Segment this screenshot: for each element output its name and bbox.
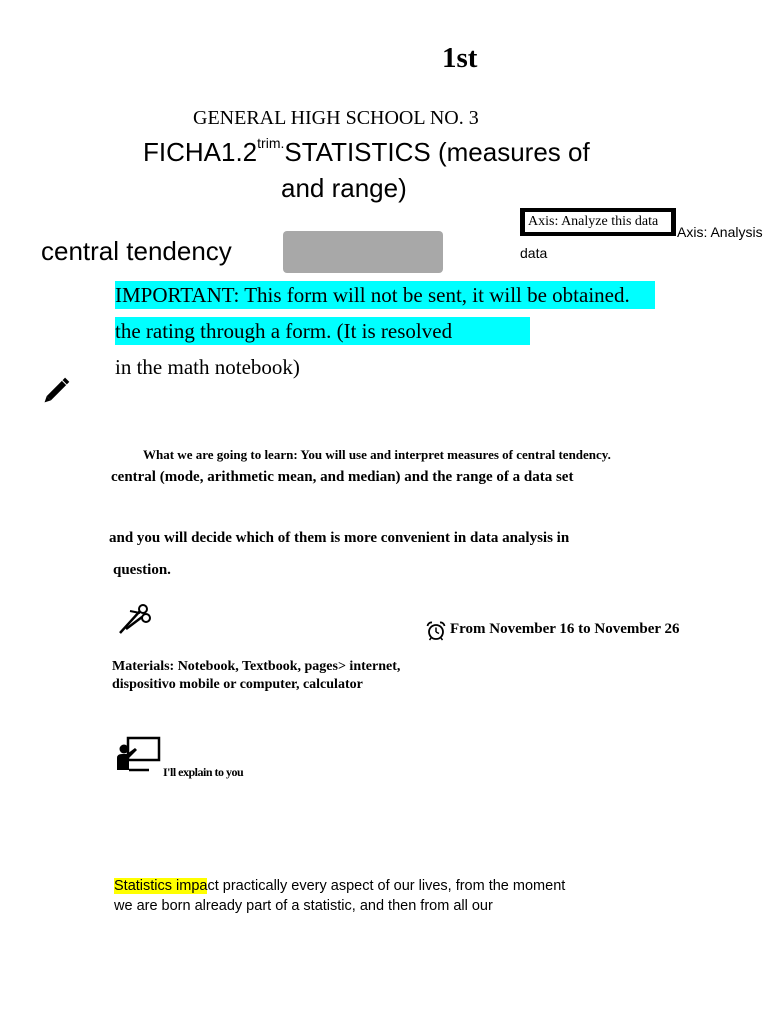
axis-boxed-label: Axis: Analyze this data [525, 212, 671, 232]
alarm-clock-icon [426, 621, 446, 641]
title-suffix: STATISTICS (measures of [284, 137, 590, 167]
teacher-board-icon [115, 736, 161, 772]
statistics-line-1 [114, 878, 565, 894]
learning-line-2: central (mode, arithmetic mean, and median) and the range of a data set [111, 469, 574, 485]
important-line-3: in the math notebook) [115, 355, 300, 379]
pencil-icon [42, 373, 74, 405]
learning-line-3: and you will decide which of them is more convenient in data analysis in [109, 530, 570, 546]
axis-label-box [520, 208, 676, 236]
learning-line-1: What we are going to learn: You will use and interpret measures of central tendency. [143, 447, 611, 462]
materials-text: Materials: Notebook, Textbook, pages> internet, dispositivo mobile or computer, calculator [112, 659, 401, 692]
title-line-3: central tendency [41, 236, 232, 266]
axis-text-line-2: data [520, 245, 548, 261]
school-name: GENERAL HIGH SCHOOL NO. 3 [193, 107, 479, 129]
statistics-line-2: we are born already part of a statistic, and then from all our [114, 898, 493, 914]
redacted-block [283, 231, 443, 273]
scissors-icon [116, 601, 152, 635]
title-superscript: trim. [257, 135, 285, 151]
statistics-line-1-rest: ct practically every aspect of our lives, from the moment [207, 878, 566, 894]
schedule-dates: From November 16 to November 26 [450, 621, 680, 637]
axis-text-line-1: Axis: Analysis [677, 224, 763, 240]
term-label: 1st [442, 42, 478, 74]
learning-line-4: question. [113, 562, 171, 578]
statistics-highlight: Statistics impa [114, 878, 208, 894]
title-line-2: and range) [281, 173, 407, 203]
teacher-label: I'll explain to you [163, 765, 244, 779]
important-line-2: the rating through a form. (It is resolved [115, 317, 530, 345]
title-prefix: FICHA1.2 [143, 137, 258, 167]
title-line-1 [143, 137, 590, 168]
important-line-1: IMPORTANT: This form will not be sent, it will be obtained. [115, 281, 655, 309]
